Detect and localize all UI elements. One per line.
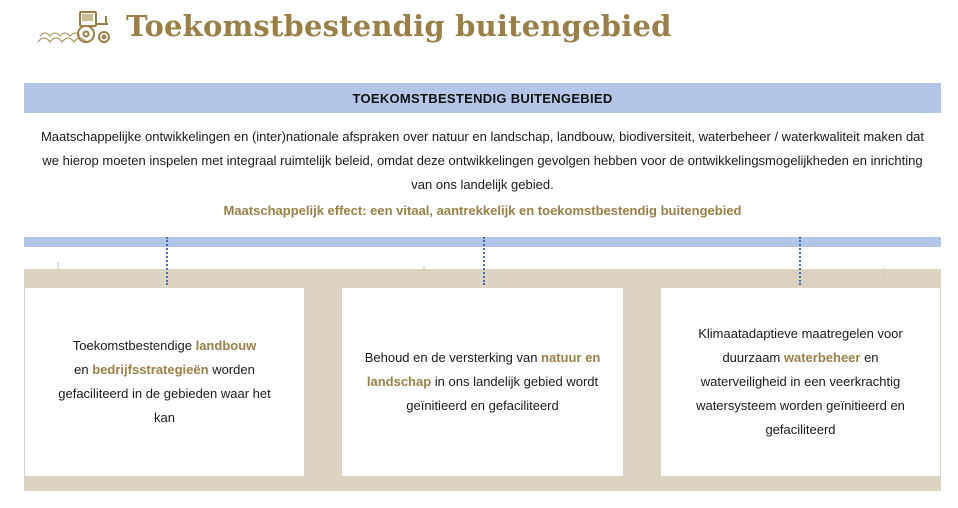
societal-effect: Maatschappelijk effect: een vitaal, aantrekkelijk en toekomstbestendig buitengebied [223, 203, 742, 218]
goal-card-water [661, 288, 940, 476]
card-text: en waterveiligheid in een veerkrachtig watersysteem worden geïnitieerd en gefaciliteerd [696, 350, 905, 437]
card-text: Toekomstbestendige [72, 338, 196, 353]
connector-line-3 [799, 237, 801, 285]
card-text: Behoud en de versterking van [364, 350, 542, 365]
card-highlight: bedrijfsstrategieën [92, 362, 209, 377]
card-highlight: landbouw [195, 338, 257, 353]
banner-intro: Maatschappelijke ontwikkelingen en (inter)nationale afspraken over natuur en landschap, landbouw, biodiversiteit, waterbeheer / waterkwaliteit maken dat we hierop moeten inspelen met integraal ruimtelijk beleid, omdat deze ontwikkelingen gevolgen hebben voor de ontwikkelingsmogelijkheden en inrichting van ons landelijk gebied. [40, 129, 925, 192]
connector-line-2 [483, 237, 485, 285]
goal-card-nature [342, 288, 623, 476]
card-text: in ons landelijk gebied wordt geïnitieerd en gefaciliteerd [406, 374, 599, 413]
banner-title: TOEKOMSTBESTENDIG BUITENGEBIED [24, 83, 941, 113]
card-highlight: waterbeheer [783, 350, 861, 365]
page-header [36, 4, 672, 48]
card-highlight: natuur en landschap [366, 350, 601, 389]
goal-card-agriculture [25, 288, 304, 476]
tractor-icon [36, 6, 112, 46]
card-text: en [74, 362, 93, 377]
goal-banner [24, 83, 941, 218]
card-text: worden gefaciliteerd in de gebieden waar het kan [58, 362, 271, 425]
page-title: Toekomstbestendig buitengebied [126, 9, 672, 43]
card-text: Klimaatadaptieve maatregelen voor duurzaam [698, 326, 903, 365]
connector-line-1 [166, 237, 168, 285]
